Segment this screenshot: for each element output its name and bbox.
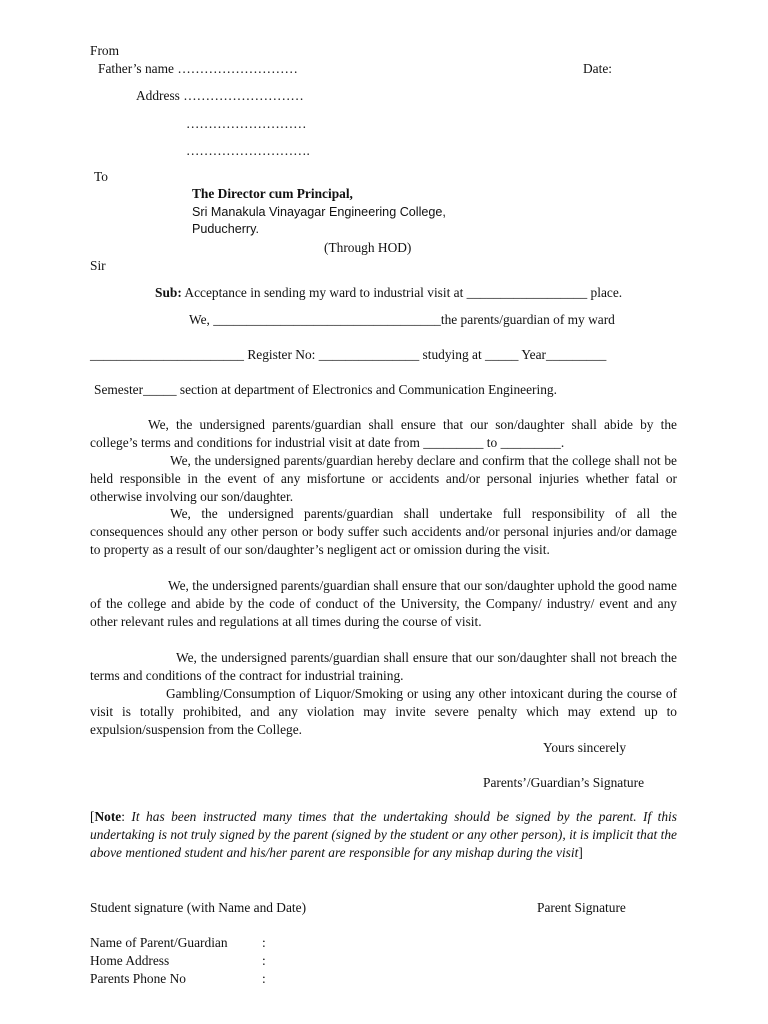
- parent-name-label: Name of Parent/Guardian: [90, 935, 228, 950]
- paragraph-responsibility: We, the undersigned parents/guardian shall undertake full responsibility of all the consequences should any other person or body suffer such accidents and/or personal injuries and/or damage to property as a result of our son/daughter’s negligent act or omission during the visit.: [90, 506, 677, 557]
- address-line-2: ………………………: [186, 116, 307, 131]
- paragraph-contract: We, the undersigned parents/guardian shall ensure that our son/daughter shall not breach the terms and conditions of the contract for industrial training.: [90, 650, 677, 683]
- note-text: It has been instructed many times that the undertaking should be signed by the parent. If this undertaking is not truly signed by the parent (signed by the student or any other person), it is implicit that the above mentioned student and his/her parent are responsible for any mishap during the visit: [90, 809, 677, 860]
- semester-line: Semester_____ section at department of Electronics and Communication Engineering.: [94, 382, 557, 397]
- note-label: Note: [94, 809, 122, 824]
- parent-name-colon: :: [262, 935, 266, 950]
- paragraph-abide: We, the undersigned parents/guardian shall ensure that our son/daughter shall abide by the college’s terms and conditions for industrial visit at date from _________ to _________.: [90, 417, 677, 450]
- guardian-signature-label: Parents’/Guardian’s Signature: [483, 775, 645, 790]
- subject-text: Acceptance in sending my ward to industrial visit at __________________ place.: [184, 285, 623, 300]
- home-address-label: Home Address: [90, 953, 170, 968]
- recipient-title: The Director cum Principal,: [192, 186, 353, 201]
- note-close-bracket: ]: [578, 845, 583, 860]
- through-hod: (Through HOD): [324, 240, 412, 255]
- yours-sincerely: Yours sincerely: [543, 740, 627, 755]
- address-line-3: ……………………….: [186, 143, 310, 158]
- fathers-name-field: Father’s name ………………………: [98, 61, 298, 76]
- note-colon: :: [121, 809, 132, 824]
- register-line: _______________________ Register No: _______________ studying at _____ Year_________: [90, 347, 607, 362]
- address-field: Address ………………………: [136, 88, 304, 103]
- note-open-bracket: [: [90, 809, 95, 824]
- student-signature-label: Student signature (with Name and Date): [90, 900, 307, 915]
- phone-label: Parents Phone No: [90, 971, 186, 986]
- home-address-colon: :: [262, 953, 266, 968]
- subject-label: Sub:: [155, 285, 182, 300]
- paragraph-prohibited: Gambling/Consumption of Liquor/Smoking or using any other intoxicant during the course of visit is totally prohibited, and any violation may invite severe penalty which may extend up to expulsion/suspension from the College.: [90, 686, 677, 737]
- note-block: [90, 808, 677, 862]
- paragraph-good-name: We, the undersigned parents/guardian shall ensure that our son/daughter uphold the good name of the college and abide by the code of conduct of the University, the Company/ industry/ event and any other relevant rules and regulations at all times during the course of visit.: [90, 578, 677, 629]
- to-label: To: [94, 169, 108, 184]
- parent-signature-label: Parent Signature: [537, 900, 626, 915]
- recipient-college: Sri Manakula Vinayagar Engineering College,: [192, 205, 446, 219]
- phone-colon: :: [262, 971, 266, 986]
- we-parents-line: We, __________________________________the parents/guardian of my ward: [189, 312, 615, 327]
- recipient-city: Puducherry.: [192, 222, 259, 236]
- salutation: Sir: [90, 258, 106, 273]
- from-label: From: [90, 43, 120, 58]
- subject-line: [155, 284, 622, 302]
- date-field: Date:: [583, 61, 612, 76]
- paragraph-declare: We, the undersigned parents/guardian hereby declare and confirm that the college shall not be held responsible in the event of any misfortune or accidents and/or personal injuries whether fatal or otherwise involving our son/daughter.: [90, 453, 677, 504]
